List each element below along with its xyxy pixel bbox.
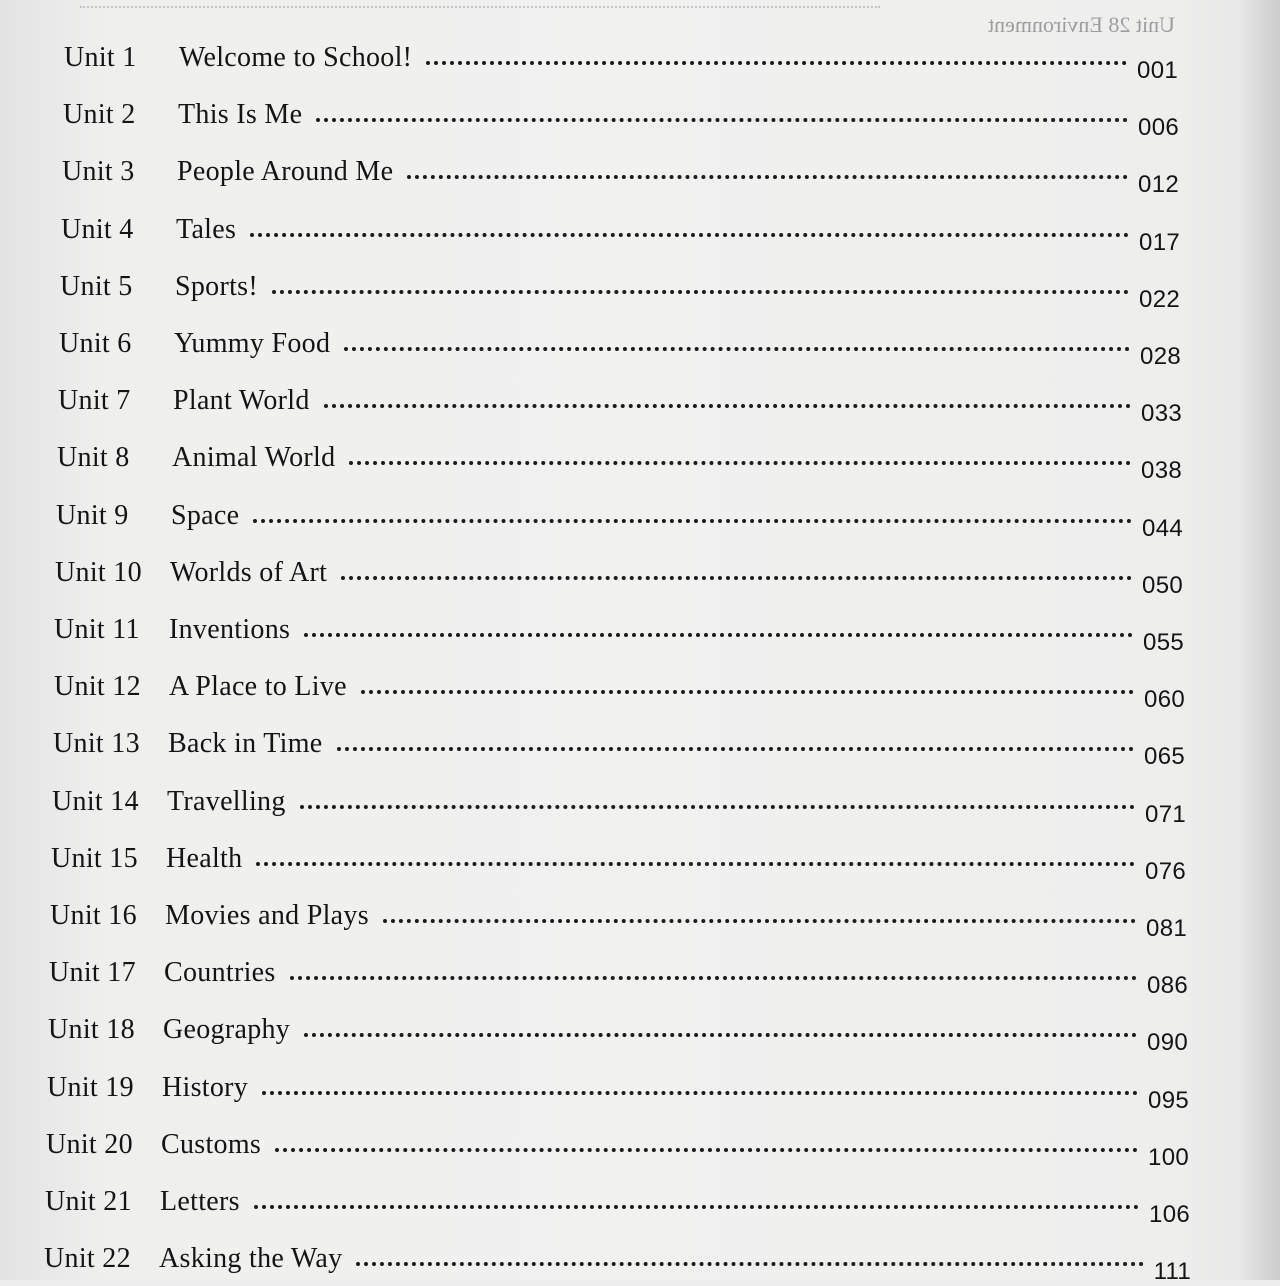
unit-number: Unit 20	[46, 1129, 133, 1160]
page-number: 055	[1143, 629, 1184, 656]
dot-leader	[426, 61, 1127, 65]
unit-number: Unit 15	[51, 843, 138, 874]
dot-leader	[300, 805, 1135, 809]
toc-row	[46, 1125, 1189, 1171]
unit-title: Letters	[160, 1186, 240, 1217]
bleed-through-header: Unit 28 Environment	[988, 12, 1175, 37]
page-number: 095	[1148, 1087, 1189, 1114]
unit-title: Inventions	[169, 614, 291, 645]
dot-leader	[290, 976, 1137, 980]
page-number: 065	[1144, 743, 1185, 770]
unit-title: Countries	[164, 957, 276, 988]
toc-row	[47, 1068, 1189, 1114]
unit-number: Unit 3	[62, 156, 135, 187]
page-number: 106	[1149, 1201, 1190, 1228]
page-number: 028	[1140, 343, 1181, 370]
page-number: 100	[1148, 1144, 1189, 1171]
dot-leader	[275, 1148, 1138, 1152]
unit-title: A Place to Live	[169, 671, 347, 702]
page-number: 017	[1139, 229, 1180, 256]
unit-number: Unit 13	[53, 728, 140, 759]
unit-title: People Around Me	[177, 156, 394, 187]
toc-row	[49, 953, 1188, 999]
dot-leader	[316, 118, 1128, 122]
page-edge-shadow	[1240, 0, 1280, 1280]
dot-leader	[304, 633, 1133, 637]
toc-row	[62, 152, 1179, 198]
toc-row	[59, 324, 1181, 370]
toc-row	[50, 896, 1187, 942]
toc-row	[54, 610, 1184, 656]
unit-title: Tales	[176, 214, 237, 245]
unit-number: Unit 17	[49, 957, 136, 988]
page-number: 033	[1141, 400, 1182, 427]
dot-leader	[361, 690, 1134, 694]
unit-title: Back in Time	[168, 728, 323, 759]
toc-row	[58, 381, 1182, 427]
unit-number: Unit 18	[48, 1014, 135, 1045]
page-number: 050	[1142, 572, 1183, 599]
toc-row	[54, 667, 1185, 713]
unit-number: Unit 8	[57, 442, 130, 473]
unit-title: Space	[171, 500, 240, 531]
unit-number: Unit 5	[60, 271, 133, 302]
toc-row	[61, 210, 1180, 256]
unit-title: Plant World	[173, 385, 310, 416]
toc-row	[57, 438, 1182, 484]
page-number: 071	[1145, 801, 1186, 828]
dot-leader	[349, 461, 1131, 465]
toc-row	[60, 267, 1180, 313]
unit-number: Unit 14	[52, 786, 139, 817]
page-number: 012	[1138, 171, 1179, 198]
unit-number: Unit 12	[54, 671, 141, 702]
toc-row	[52, 782, 1186, 828]
page-number: 001	[1137, 57, 1178, 84]
dot-leader	[304, 1033, 1137, 1037]
unit-number: Unit 2	[63, 99, 136, 130]
dot-leader	[337, 747, 1135, 751]
unit-number: Unit 22	[44, 1243, 131, 1274]
unit-title: Travelling	[167, 786, 286, 817]
dot-leader	[256, 862, 1135, 866]
dot-leader	[253, 519, 1132, 523]
unit-number: Unit 1	[64, 42, 137, 73]
toc-row	[44, 1239, 1191, 1285]
page-number: 086	[1147, 972, 1188, 999]
page-number: 076	[1145, 858, 1186, 885]
dot-leader	[383, 919, 1136, 923]
unit-number: Unit 9	[56, 500, 129, 531]
unit-title: Yummy Food	[174, 328, 331, 359]
toc-row	[48, 1010, 1188, 1056]
unit-title: Sports!	[175, 271, 258, 302]
unit-title: History	[162, 1072, 249, 1103]
unit-title: Health	[166, 843, 243, 874]
dot-leader	[254, 1205, 1139, 1209]
unit-title: Welcome to School!	[179, 42, 413, 73]
dot-leader	[356, 1262, 1143, 1266]
unit-number: Unit 6	[59, 328, 132, 359]
page-number: 111	[1153, 1258, 1191, 1285]
unit-number: Unit 16	[50, 900, 137, 931]
dot-leader	[407, 175, 1128, 179]
toc-row	[63, 95, 1179, 141]
unit-title: Customs	[161, 1129, 262, 1160]
page-number: 090	[1147, 1029, 1188, 1056]
unit-title: Worlds of Art	[170, 557, 328, 588]
page-number: 044	[1142, 515, 1183, 542]
unit-title: Asking the Way	[159, 1243, 343, 1274]
toc-row	[45, 1182, 1190, 1228]
dot-leader	[262, 1091, 1138, 1095]
toc-row	[53, 724, 1185, 770]
page-number: 060	[1144, 686, 1185, 713]
page-number: 081	[1146, 915, 1187, 942]
unit-number: Unit 21	[45, 1186, 132, 1217]
dot-leader	[344, 347, 1130, 351]
dot-leader	[324, 404, 1131, 408]
unit-number: Unit 19	[47, 1072, 134, 1103]
toc-row	[51, 839, 1186, 885]
unit-title: Animal World	[172, 442, 336, 473]
dot-leader	[341, 576, 1132, 580]
unit-number: Unit 10	[55, 557, 142, 588]
toc-row	[55, 553, 1183, 599]
toc-row	[56, 496, 1183, 542]
unit-title: Movies and Plays	[165, 900, 369, 931]
page-number: 006	[1138, 114, 1179, 141]
page-number: 022	[1139, 286, 1180, 313]
unit-number: Unit 11	[54, 614, 140, 645]
dot-leader	[272, 290, 1129, 294]
unit-number: Unit 4	[61, 214, 134, 245]
page-number: 038	[1141, 457, 1182, 484]
dot-leader	[250, 233, 1129, 237]
toc-row	[64, 38, 1178, 84]
unit-title: This Is Me	[178, 99, 303, 130]
unit-title: Geography	[163, 1014, 291, 1045]
unit-number: Unit 7	[58, 385, 131, 416]
